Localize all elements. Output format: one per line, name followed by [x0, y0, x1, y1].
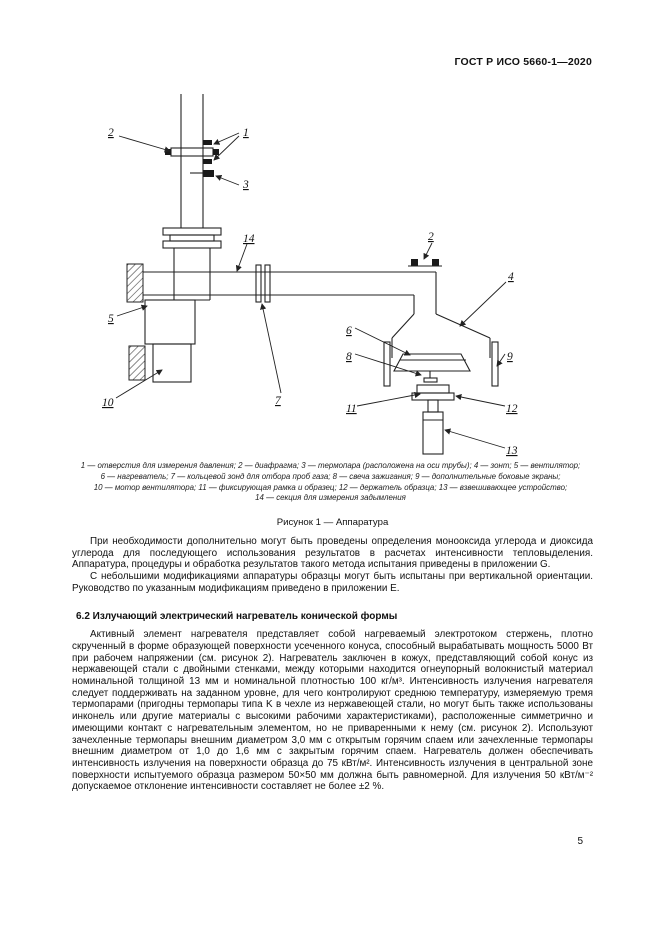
- legend-line-2: 6 — нагреватель; 7 — кольцевой зонд для отбора проб газа; 8 — свеча зажигания; 9 — дополнительные боковые экраны;: [100, 471, 561, 481]
- hood: [392, 272, 490, 358]
- weighing-device: [423, 412, 443, 454]
- fan-assembly: [145, 300, 195, 344]
- callout-12: 12: [506, 403, 518, 415]
- horizontal-duct: [127, 264, 436, 302]
- callout-8: 8: [346, 351, 352, 363]
- callout-10: 10: [102, 397, 114, 409]
- callout-2: 2: [108, 127, 114, 139]
- body-text: [72, 536, 593, 793]
- callout-1: 1: [243, 127, 249, 139]
- callout-14: 14: [243, 233, 255, 245]
- callout-11: 11: [346, 403, 357, 415]
- callout-2b: 2: [428, 231, 434, 243]
- callout-7: 7: [275, 395, 281, 407]
- callout-4: 4: [508, 271, 514, 283]
- callout-5: 5: [108, 313, 114, 325]
- figure-legend: [30, 461, 631, 504]
- callouts: [102, 127, 518, 457]
- motor-block: [129, 344, 191, 382]
- legend-line-3: 10 — мотор вентилятора; 11 — фиксирующая рамка и образец; 12 — держатель образца; 13 — взвешивающее устройство;: [93, 482, 568, 492]
- smoke-section-flanges: [256, 265, 270, 302]
- exhaust-pipe: [181, 94, 203, 228]
- callout-13: 13: [506, 445, 518, 457]
- page-number: 5: [577, 836, 583, 847]
- section-heading: 6.2 Излучающий электрический нагреватель конической формы: [76, 610, 398, 622]
- paragraph-1: При необходимости дополнительно могут быть проведены определения монооксида углерода и диоксида углерода для последующего использования результатов в расчетах интенсивности тепловыделения. Аппаратура, процедуры и обработка результатов такого метода испытания приведены в приложении G.: [72, 536, 593, 571]
- side-screens: [384, 342, 498, 386]
- pressure-taps: [203, 140, 212, 164]
- legend-line-1: 1 — отверстия для измерения давления; 2 — диафрагма; 3 — термопара (расположена на оси трубы); 4 — зонт; 5 — вентилятор;: [80, 461, 581, 470]
- paragraph-2: С небольшими модификациями аппаратуры образцы могут быть испытаны при вертикальной ориентации. Руководство по указанным модификациям приведено в приложении E.: [72, 571, 593, 594]
- cone-heater: [394, 354, 470, 371]
- legend-line-4: 14 — секция для измерения задымления: [255, 493, 406, 503]
- orifice-plate: [408, 259, 442, 266]
- spark-igniter: [424, 371, 437, 382]
- thermocouple-fitting: [190, 170, 214, 177]
- apparatus-diagram: [0, 88, 661, 460]
- paragraph-3: Активный элемент нагревателя представляет собой нагреваемый электротоком стержень, плотно скрученный в форме образующей поверхности усеченного конуса, способный вырабатывать мощность 5000 Вт при рабочем напряжении (см. рисунок 2). Нагреватель заключен в кожух, представляющий собой конус из нержавеющей стали с двойными стенками, между которыми находится огнеупорный волокнистый материал номинальной толщиной 13 мм и номинальной плотностью 100 кг/м³. Интенсивность излучения нагревателя следует поддерживать на заданном уровне, для чего контролируют среднюю температуру, измеряемую тремя термопарами (пригодны термопары типа K в чехле из нержавеющей стали, но могут быть также использованы инконель или другие материалы с высокими рабочими характеристиками), расположенные симметрично и имеющими контакт с нагревательным элементом, но не приваренными к нему (см. рисунок 2). Используют зачехленные термопары внешним диаметром 3,0 мм с открытым горячим спаем или зачехленные термопары внешним диаметром от 1,0 до 1,6 мм с закрытым горячим спаем. Нагреватель должен обеспечивать интенсивность излучения на поверхности образца до 75 кВт/м². Интенсивность излучения в центральной зоне поверхности испытуемого образца размером 50×50 мм должна быть равномерной. Для излучения 50 кВт/м⁻² допускаемое отклонение интенсивности составляет не более ±2 %.: [72, 629, 593, 793]
- callout-3: 3: [243, 179, 249, 191]
- document-header: ГОСТ Р ИСО 5660-1—2020: [454, 56, 592, 68]
- callout-9: 9: [507, 351, 513, 363]
- pipe-flange: [165, 148, 219, 156]
- callout-6: 6: [346, 325, 352, 337]
- figure-caption: Рисунок 1 — Аппаратура: [276, 517, 389, 528]
- flange-stack: [163, 228, 221, 300]
- specimen-holder: [412, 385, 454, 412]
